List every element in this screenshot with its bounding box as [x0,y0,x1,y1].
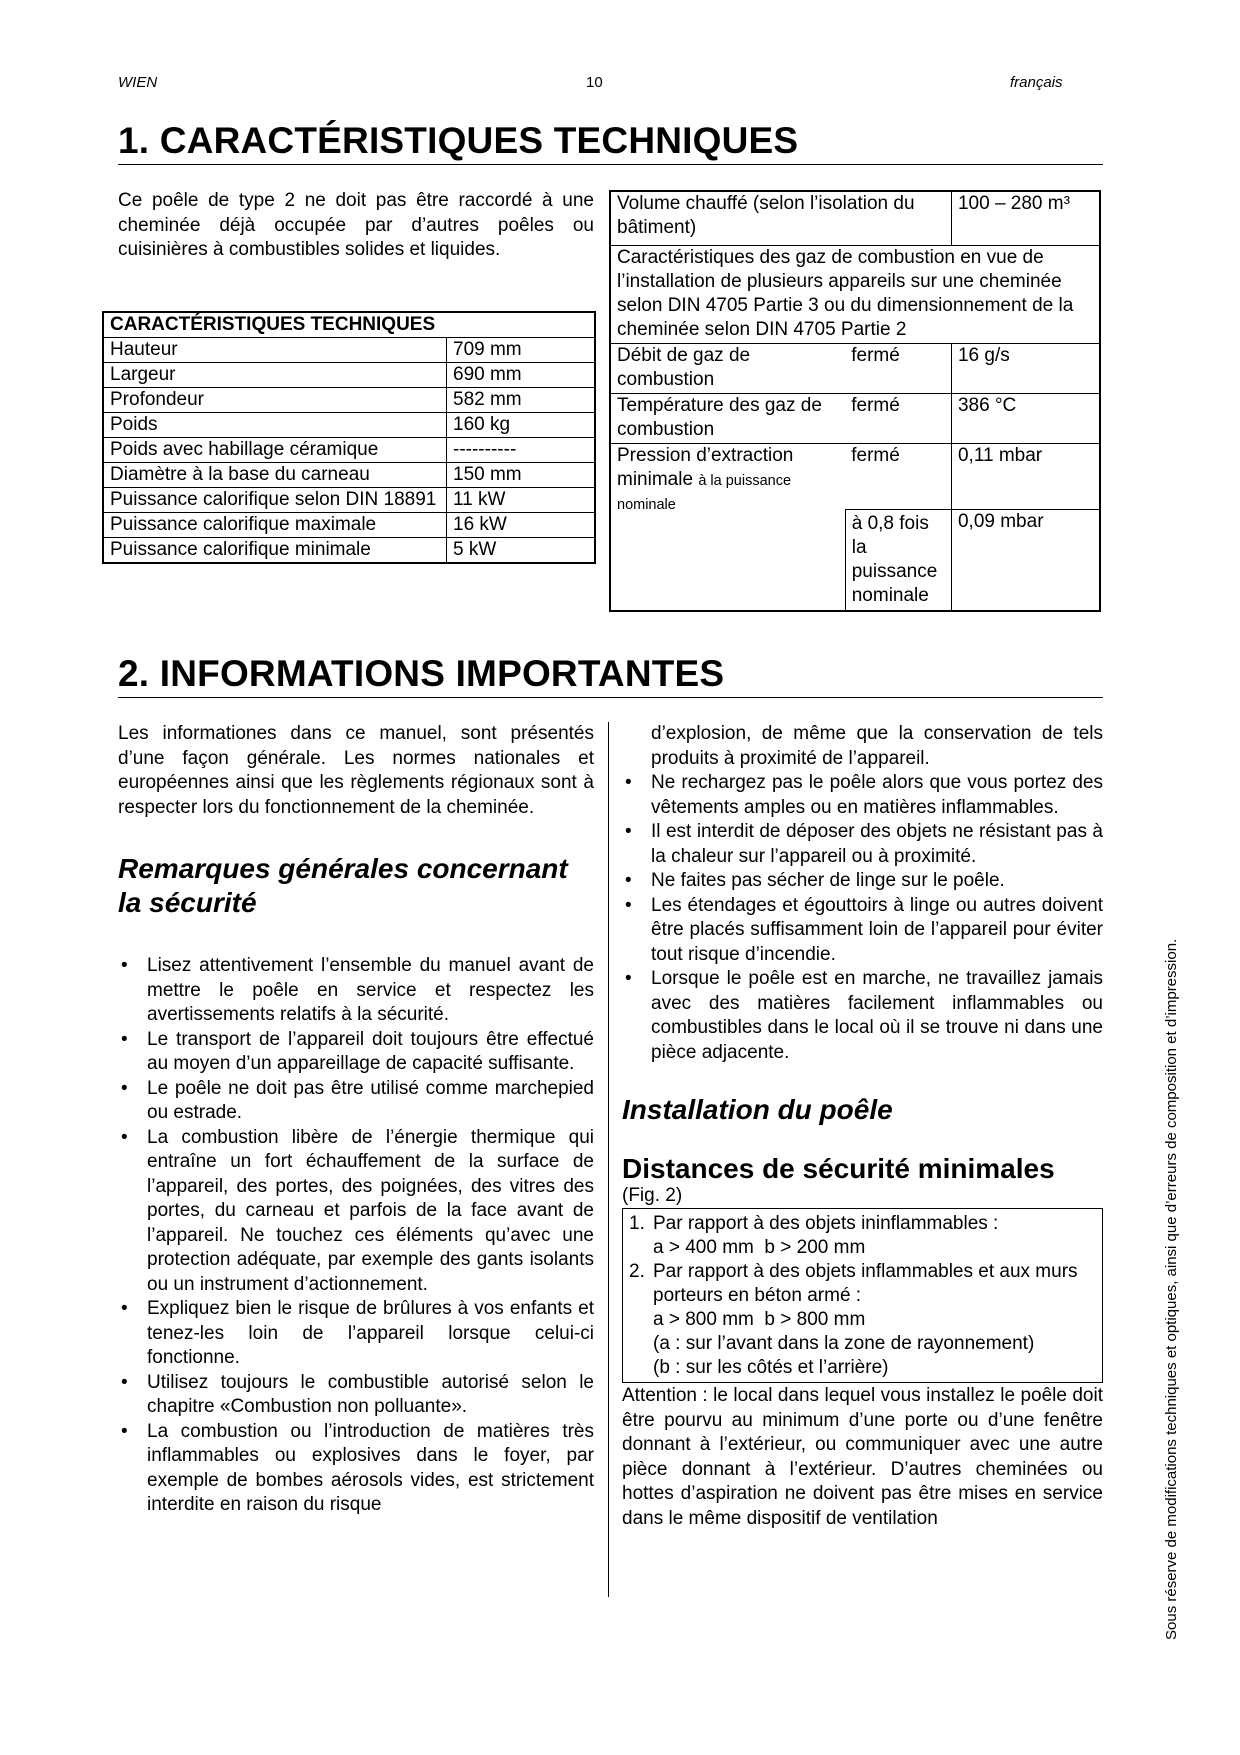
table-row [103,538,595,564]
spec-label: Largeur [103,363,447,388]
draft08-value: 0,09 mbar [951,510,1100,612]
list-item: • La combustion libère de l’énergie thermique qui entraîne un fort échauffement de la surface de l’appareil, des portes, des poignées, des vitres des portes, du carneau et parfois de la face avant de l’appareil. Ne touchez ces éléments qu’avec une protection adéquate, par exemple des gants isolants ou un instrument d’actionnement. [118,1126,594,1298]
table-row [103,513,595,538]
safety-list-right [622,771,1103,1065]
list-item: • Le transport de l’appareil doit toujours être effectué au moyen d’un appareillage de capacité suffisante. [118,1028,594,1077]
distance-item-text: Par rapport à des objets ininflammables : [653,1213,999,1234]
section1-title: 1. CARACTÉRISTIQUES TECHNIQUES [118,120,799,161]
spec-label: Poids [103,413,447,438]
table-row [610,191,1100,246]
table-row [610,246,1100,344]
spec-label: Poids avec habillage céramique [103,438,447,463]
section2-title: 2. INFORMATIONS IMPORTANTES [118,653,725,694]
draft-label [610,444,845,612]
gas-heading: Caractéristiques des gaz de combustion en vue de l’installation de plusieurs appareils sur une cheminée selon DIN 4705 Partie 3 ou du dimensionnement de la cheminée selon DIN 4705 Partie 2 [610,246,1100,344]
distance-item-text: Par rapport à des objets inflammables et aux murs porteurs en béton armé : [653,1261,1078,1306]
list-item [623,1212,1102,1260]
spec-value: 582 mm [447,388,596,413]
draft-state: fermé [845,444,951,510]
header-language: français [1010,74,1063,91]
draft-label-main: Pression d’extraction minimale [617,445,794,490]
distance-note-b: (b : sur les côtés et l’arrière) [653,1357,889,1378]
column-divider [608,722,609,1597]
list-continuation: d’explosion, de même que la conservation de tels produits à proximité de l’appareil. [651,723,1103,769]
spec-label: Puissance calorifique selon DIN 18891 [103,488,447,513]
flow-state: fermé [845,344,951,394]
safety-heading: Remarques générales concernant la sécurité [118,853,568,918]
flow-value: 16 g/s [951,344,1100,394]
distance-note-a: (a : sur l’avant dans la zone de rayonnement) [653,1333,1035,1354]
list-item: • Le poêle ne doit pas être utilisé comme marchepied ou estrade. [118,1077,594,1126]
table-row [610,394,1100,444]
spec-label: Puissance calorifique maximale [103,513,447,538]
table-row [103,438,595,463]
section2-intro: Les informationes dans ce manuel, sont présentés d’une façon générale. Les normes nationales et européennes ainsi que les règlements régionaux sont à respecter lors du fonctionnement de la cheminée. [118,723,594,818]
page-number: 10 [586,74,603,91]
table-row [103,488,595,513]
list-item: • Expliquez bien le risque de brûlures à vos enfants et tenez-les loin de l’appareil lorsque celui-ci fonctionne. [118,1297,594,1371]
spec-value: 150 mm [447,463,596,488]
list-item: • Utilisez toujours le combustible autorisé selon le chapitre «Combustion non polluante». [118,1371,594,1420]
spec-label: Hauteur [103,338,447,363]
spec-table [102,311,596,564]
list-item: • Lisez attentivement l’ensemble du manuel avant de mettre le poêle en service et respectez les avertissements relatifs à la sécurité. [118,954,594,1028]
list-item [623,1260,1102,1380]
section2-rule [118,697,1103,698]
table-row [103,413,595,438]
list-item: • Il est interdit de déposer des objets ne résistant pas à la chaleur sur l’appareil ou à proximité. [622,820,1103,869]
installation-heading: Installation du poêle [622,1094,893,1125]
spec-value: 11 kW [447,488,596,513]
table-row [103,363,595,388]
spec-value: 5 kW [447,538,596,564]
list-item: • Les étendages et égouttoirs à linge ou autres doivent être placés suffisamment loin de l’appareil pour éviter tout risque d’incendie. [622,894,1103,968]
distances-list [623,1212,1102,1380]
temp-state: fermé [845,394,951,444]
draft08-state: à 0,8 fois la puissance nominale [845,510,951,612]
list-item: • La combustion ou l’introduction de matières très inflammables ou explosives dans le foyer, par exemple de bombes aérosols vides, est strictement interdite en raison du risque [118,1420,594,1518]
list-item: • Lorsque le poêle est en marche, ne travaillez jamais avec des matières facilement inflammables ou combustibles dans le local où il se trouve ni dans une pièce adjacente. [622,967,1103,1065]
spec-value: 709 mm [447,338,596,363]
fig-reference: (Fig. 2) [622,1185,683,1206]
volume-label: Volume chauffé (selon l’isolation du bâtiment) [610,191,951,246]
item-number: 2. [629,1261,645,1282]
list-item: • Ne faites pas sécher de linge sur le poêle. [622,869,1103,894]
table-row [103,338,595,363]
temp-label: Température des gaz de combustion [610,394,845,444]
spec-value: 160 kg [447,413,596,438]
item-number: 1. [629,1213,645,1234]
safety-list-left [118,954,594,1518]
table-row [103,463,595,488]
side-note: Sous réserve de modifications techniques et optiques, ainsi que d’erreurs de composition et d’impression. [1163,938,1180,1640]
gas-table [609,190,1101,612]
flow-label: Débit de gaz de combustion [610,344,845,394]
draft-value: 0,11 mbar [951,444,1100,510]
list-item: • Ne rechargez pas le poêle alors que vous portez des vêtements amples ou en matières inflammables. [622,771,1103,820]
section1-rule [118,164,1103,165]
spec-label: Profondeur [103,388,447,413]
left-column [118,722,594,1518]
draft-label-small: à la puissance nominale [617,473,792,513]
section1-intro: Ce poêle de type 2 ne doit pas être raccordé à une cheminée déjà occupée par d’autres poêles ou cuisinières à combustibles solides et liquides. [118,190,594,260]
distance-values: a > 400 mm b > 200 mm [653,1237,866,1258]
temp-value: 386 °C [951,394,1100,444]
distances-box [622,1208,1103,1383]
volume-value: 100 – 280 m³ [951,191,1100,246]
spec-label: Diamètre à la base du carneau [103,463,447,488]
table-row [610,444,1100,510]
table-row [610,344,1100,394]
distance-values: a > 800 mm b > 800 mm [653,1309,866,1330]
spec-table-heading: CARACTÉRISTIQUES TECHNIQUES [103,312,595,338]
distances-heading: Distances de sécurité minimales [622,1153,1055,1184]
attention-note: Attention : le local dans lequel vous installez le poêle doit être pourvu au minimum d’une porte ou d’une fenêtre donnant à l’extérieur, ou communiquer avec une autre pièce donnant à l’extérieur. D’autres cheminées ou hottes d’aspiration ne doivent pas être mises en service dans le même dispositif de ventilation [622,1385,1103,1529]
spec-value: 690 mm [447,363,596,388]
spec-label: Puissance calorifique minimale [103,538,447,564]
header-left: WIEN [118,74,158,91]
spec-value: 16 kW [447,513,596,538]
spec-value: ---------- [447,438,596,463]
right-column [622,722,1103,1531]
table-row [103,388,595,413]
